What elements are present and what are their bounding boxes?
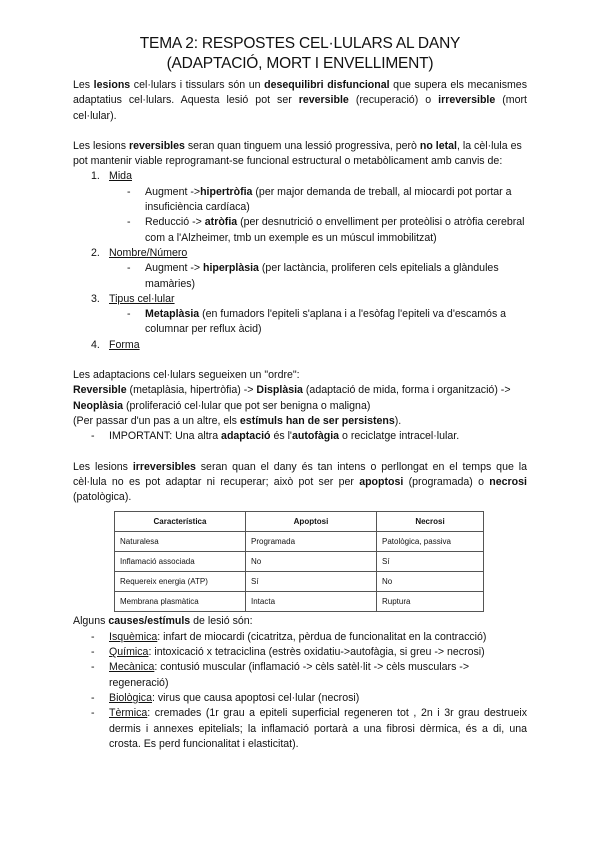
- list-item: 4. Forma: [91, 338, 140, 351]
- irreversible-paragraph: Les lesions irreversibles seran quan el dany és tan intens o perllongat en el temps que la cèl·lula no es pot adaptar ni recuperar; això pot ser per apoptosi (programada) o necrosi (patològica).: [73, 460, 527, 504]
- list-subitem: - Metaplàsia (en fumadors l'epiteli s'aplana i a l'esòfag l'epiteli va d'escamós a columnar per reflux àcid): [127, 308, 507, 336]
- list-subitem: - Reducció -> atròfia (per desnutrició o envelliment per proteòlisi o atròfia cerebral com a l'Alzheimer, tmb un exemple es un múscul immobilitzat): [127, 216, 525, 244]
- table-row: Requereix energia (ATP) Sí No: [115, 572, 484, 592]
- causes-section: Alguns causes/estímuls de lesió són: - Isquèmica: infart de miocardi (cicatritza, pèrdua de funcionalitat en la contracció) - Química: intoxicació x tetraciclina (estrès oxidatiu->autofàgia, si greu -> necrosi) - Mecànica: contusió muscular (inflamació -> cèls satèl·lit -> cèls musculars -> regeneració) - Biològica: virus que causa apoptosi cel·lular (necrosi) - Tèrmica: cremades (1r grau a epiteli superficial regeneren tot , 2n i 3r grau destrueix dermis i annexes epitelials; la inflamació portarà a una fibrosi dèrmica, és a di, una crosta. Es perd funcionalitat i elasticitat).: [73, 614, 527, 752]
- reversible-paragraph: Les lesions reversibles seran quan tinguem una lessió progressiva, però no letal, la cèl·lula es pot mantenir viable reprogramant-se funcional estructural o metabòlicament amb canvis de:: [73, 139, 522, 168]
- list-item: - Isquèmica: infart de miocardi (cicatritza, pèrdua de funcionalitat en la contracció): [91, 630, 487, 643]
- table-header-row: Característica Apoptosi Necrosi: [115, 512, 484, 532]
- table-row: Inflamació associada No Sí: [115, 552, 484, 572]
- list-item: - Tèrmica: cremades (1r grau a epiteli superficial regeneren tot , 2n i 3r grau destrueix dermis i annexes epitelials; la inflamació portarà a una fibrosi dèrmica, és a di, una crosta. Es perd funcionalitat i elasticitat).: [91, 707, 527, 750]
- adaptation-order: Les adaptacions cel·lulars segueixen un "ordre": Reversible (metaplàsia, hipertròfia) -> Displàsia (adaptació de mida, forma i organització) -> Neoplàsia (proliferació cel·lular que pot ser benigna o maligna) (Per passar d'un pas a un altre, els estímuls han de ser persistens). - IMPORTANT: Una altra adaptació és l'autofàgia o reciclatge intracel·lular.: [73, 368, 527, 444]
- table-row: Membrana plasmàtica Intacta Ruptura: [115, 592, 484, 612]
- list-item: - Biològica: virus que causa apoptosi cel·lular (necrosi): [91, 691, 360, 704]
- intro-paragraph: Les lesions cel·lulars i tissulars són un desequilibri disfuncional que supera els mecanismes adaptatius cel·lulars. Aquesta lesió pot ser reversible (recuperació) o irreversible (mort cel·lular).: [73, 79, 527, 122]
- list-item: 2. Nombre/Número: [91, 246, 188, 259]
- important-note: - IMPORTANT: Una altra adaptació és l'autofàgia o reciclatge intracel·lular.: [91, 430, 460, 443]
- apoptosis-necrosis-table: [114, 511, 484, 612]
- list-subitem: - Augment ->hipertròfia (per major demanda de treball, al miocardi pot portar a insuficiència cardíaca): [127, 185, 512, 214]
- list-item: - Mecànica: contusió muscular (inflamació -> cèls satèl·lit -> cèls musculars -> regeneració): [91, 661, 470, 689]
- list-subitem: - Augment -> hiperplàsia (per lactància, proliferen cels epitelials a glàndules mamàries): [127, 262, 499, 290]
- page-title: TEMA 2: RESPOSTES CEL·LULARS AL DANY (ADAPTACIÓ, MORT I ENVELLIMENT): [139, 35, 461, 72]
- list-item: 3. Tipus cel·lular: [91, 292, 175, 305]
- change-types-list: [73, 169, 527, 353]
- list-item: - Química: intoxicació x tetraciclina (estrès oxidatiu->autofàgia, si greu -> necrosi): [91, 646, 485, 659]
- table-row: Naturalesa Programada Patològica, passiva: [115, 532, 484, 552]
- list-item: 1. Mida: [91, 170, 132, 183]
